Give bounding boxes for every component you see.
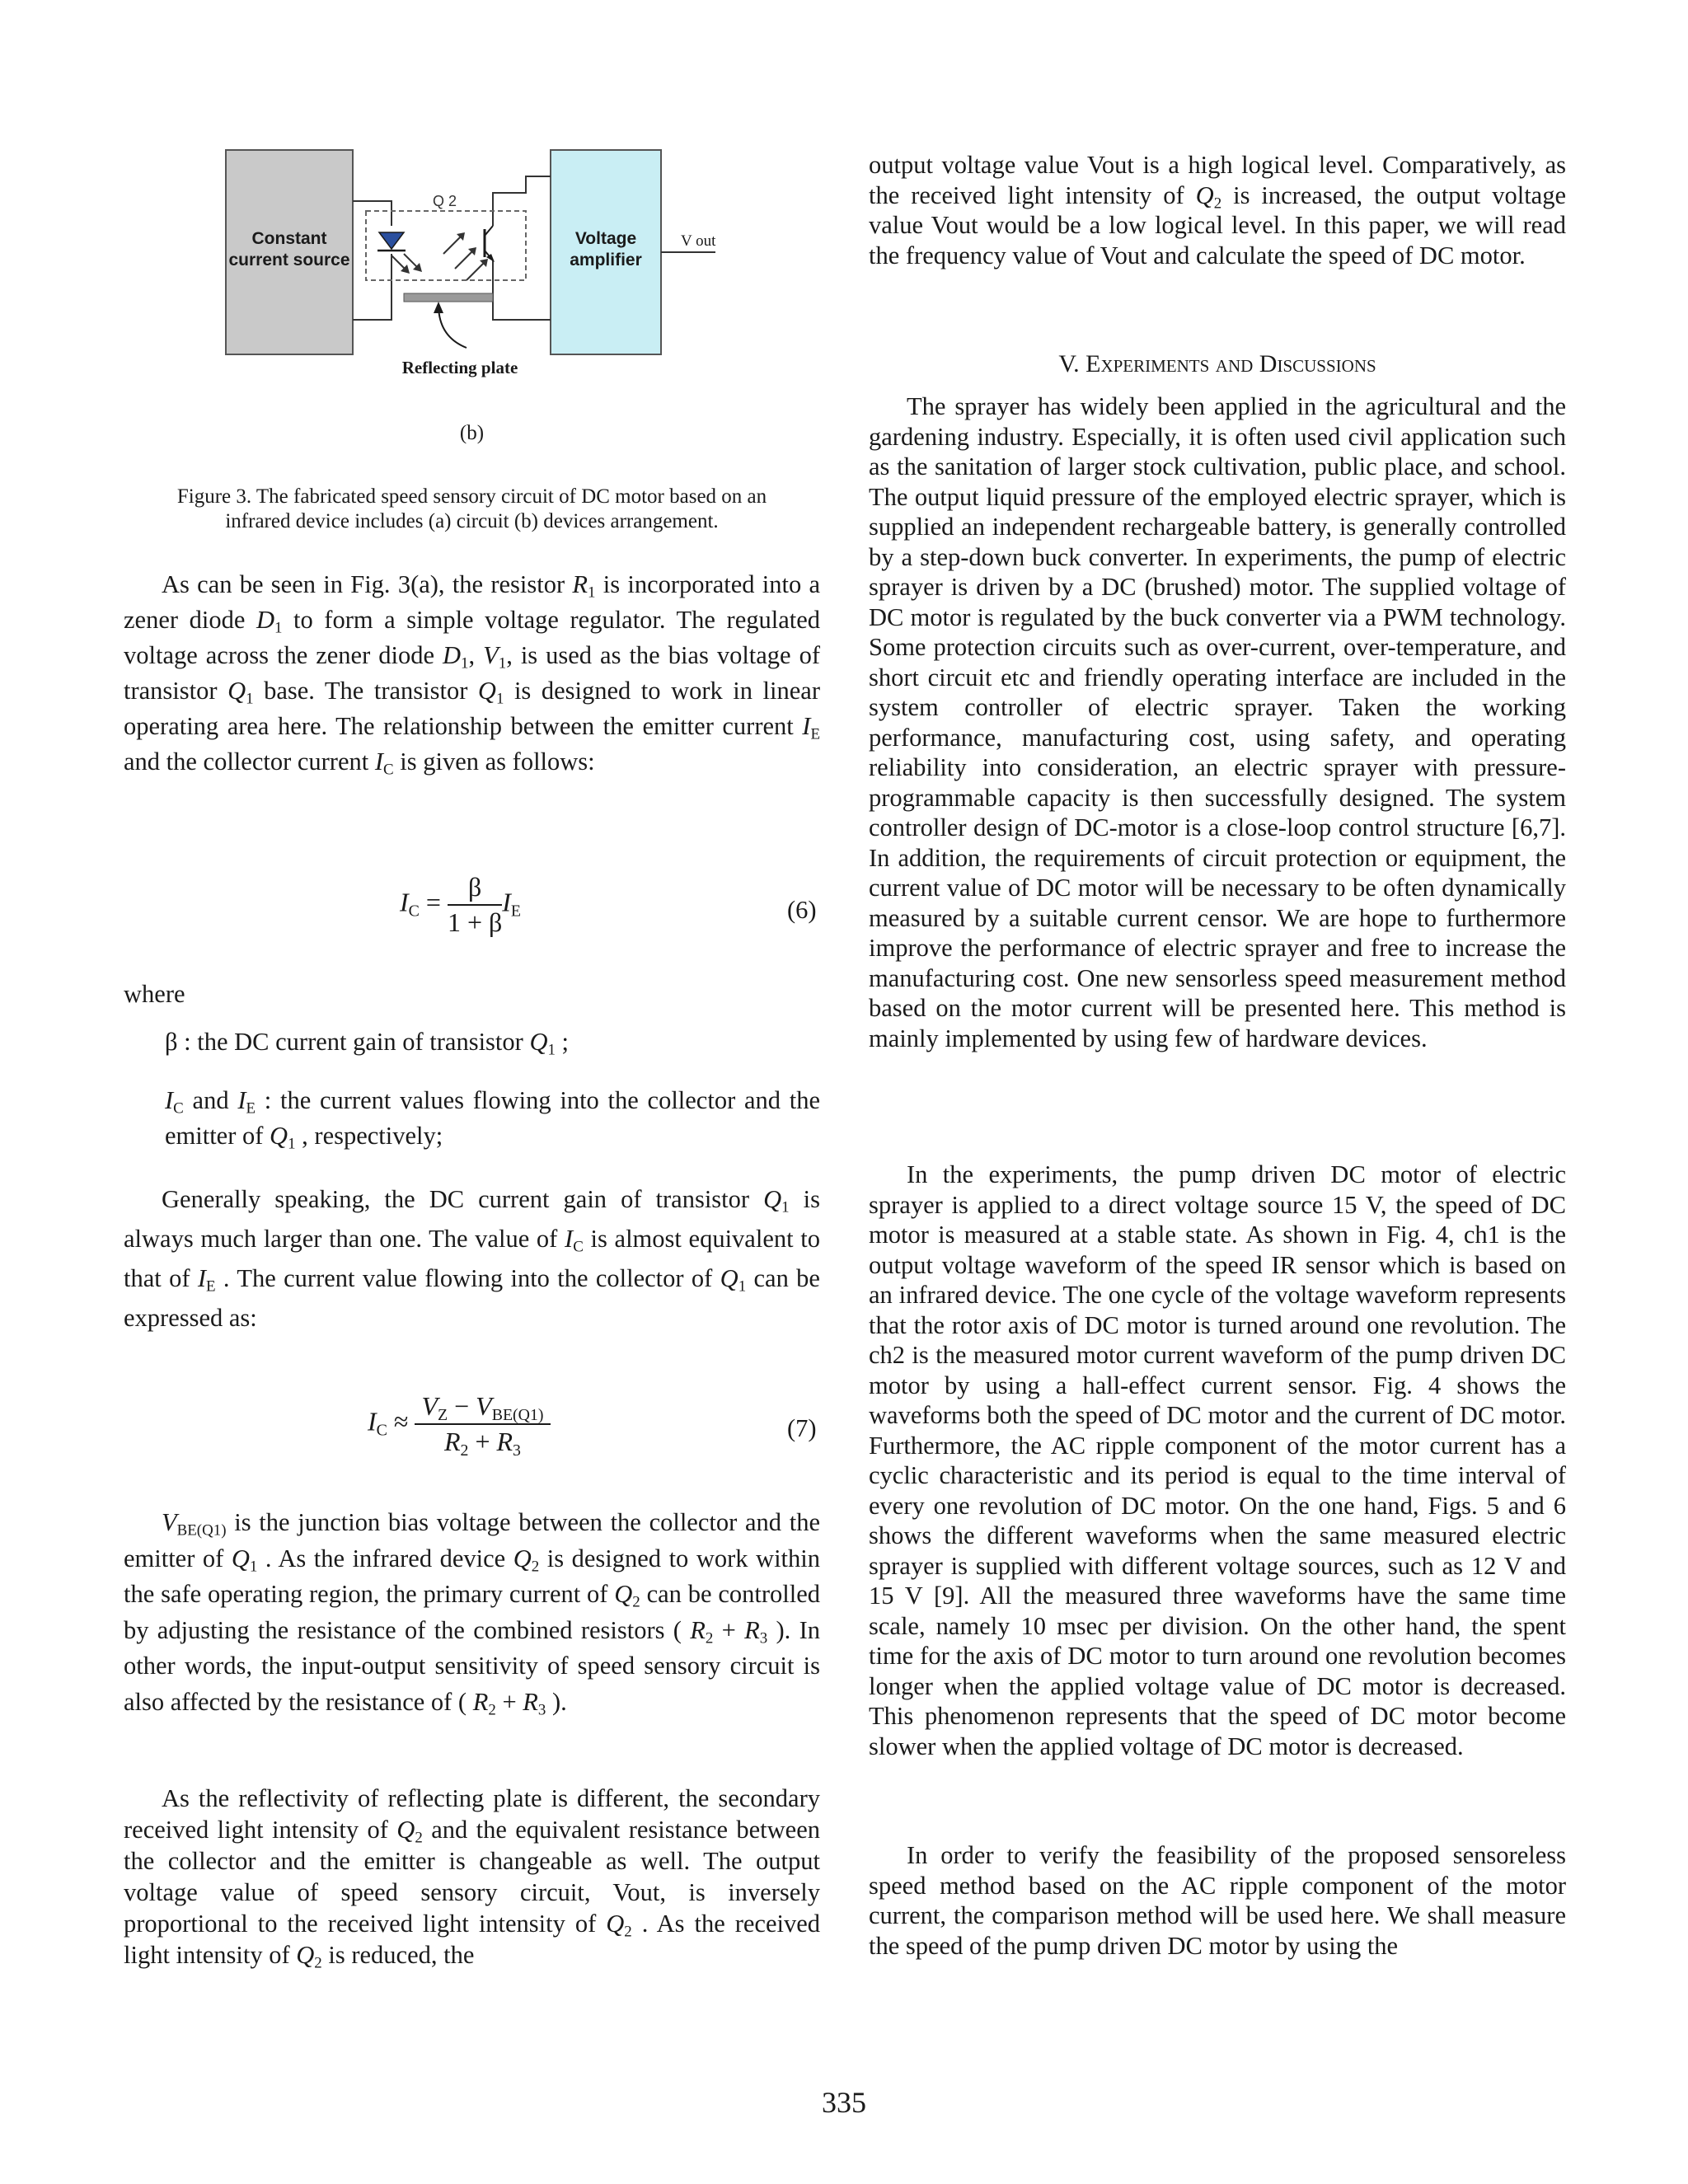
vout-label: V out bbox=[681, 232, 716, 250]
reflecting-plate bbox=[404, 293, 493, 302]
q2-label: Q 2 bbox=[433, 193, 457, 209]
box-left-line1: Constant bbox=[251, 229, 327, 248]
figure-caption bbox=[124, 485, 820, 534]
right-paragraph-0: output voltage value Vout is a high logical level. Comparatively, as the received light intensity of $Q_2$ is increased, the output voltage value Vout would be a low logical level. In this paper, we will read the frequency value of Vout and calculate the speed of DC motor. bbox=[869, 151, 1566, 269]
reflecting-plate-label: Reflecting plate bbox=[401, 358, 518, 377]
left-paragraph-1 bbox=[124, 567, 820, 780]
page-number: 335 bbox=[822, 2086, 866, 2119]
section-heading: V. Experiments and Discussions bbox=[1058, 350, 1376, 377]
box-left-line2: current source bbox=[228, 251, 350, 269]
definition-currents: $I_C$ and $I_E$ : the current values flowing into the collector and the emitter of $Q_1$ , respectively; bbox=[165, 1086, 820, 1153]
caption-line-2: infrared device includes (a) circuit (b) devices arrangement. bbox=[225, 510, 719, 532]
right-paragraph-1: The sprayer has widely been applied in the agricultural and the gardening industry. Especially, it is often used civil application such as the sanitation of larger stock cultivation, public place, and school. The output liquid pressure of the employed electric sprayer, which is supplied an independent rechargeable battery, is generally controlled by a step-down buck converter. In experiments, the pump of electric sprayer is driven by a DC (brushed) motor. The supplied voltage of DC motor is regulated by the buck converter via a PWM technology. Some protection circuits such as over-current, over-temperature, and short circuit etc and friendly operating interface are included in the system controller of electric sprayer. Taken the working performance, manufacturing cost, using safety, and operating reliability into consideration, an electric sprayer with pressure- programmable capacity is then successfully designed. The system controller design of DC-motor is a close-loop control structure [6,7]. In addition, the requirements of circuit protection or equipment, the current value of DC motor will be necessary to be often dynamically measured by a suitable current censor. We are hope to furthermore improve the performance of electric sprayer and free to increase the manufacturing cost. One new sensorless speed measurement method based on the motor current will be presented here. This method is mainly implemented by using few of hardware devices. bbox=[869, 392, 1566, 1052]
led-icon bbox=[379, 232, 404, 249]
right-paragraph-3: In order to verify the feasibility of the proposed sensoreless speed method based on the AC ripple component of the motor current, the comparison method will be used here. We shall measure the speed of the pump driven DC motor by using the bbox=[869, 1841, 1566, 1960]
right-paragraph-2: In the experiments, the pump driven DC motor of electric sprayer is applied to a direct voltage source 15 V, the speed of DC motor is measured at a stable state. As shown in Fig. 4, ch1 is the output voltage waveform of the speed IR sensor which is based on an infrared device. The one cycle of the voltage waveform represents that the rotor axis of DC motor is turned around one revolution. The ch2 is the measured motor current waveform of the pump driven DC motor by using a hall-effect current sensor. Fig. 4 shows the waveforms both the speed of DC motor and the current of DC motor. Furthermore, the AC ripple component of the motor current has a cyclic characteristic and its period is equal to the time interval of every one revolution of DC motor. On the one hand, Figs. 5 and 6 shows the different waveforms when the same measured electric sprayer is supplied with different voltage sources, such as 12 V and 15 V [9]. All the measured three waveforms have the same time scale, namely 10 msec per division. On the other hand, the spent time for the axis of DC motor to turn around one revolution becomes longer when the applied voltage value of DC motor is decreased. This phenomenon represents that the speed of DC motor become slower when the applied voltage of DC motor is decreased. bbox=[869, 1160, 1566, 1760]
equation-7: $I_C$ ≈ $\frac{V_Z - V_{BE(Q1)}}{R_2 + R_3}$ bbox=[368, 1391, 551, 1457]
equation-6: $I_C$ = $\frac{\beta}{1 + \beta}$ $I_E$ bbox=[400, 872, 522, 937]
definition-beta: β : the DC current gain of transistor $Q_1$ ; bbox=[165, 1028, 570, 1059]
paragraph: As can be seen in Fig. 3(a), the resistor $R_1$ is incorporated into a zener diode $D_1$ to form a simple voltage regulator. The regulated voltage across the zener diode $D_1$, $V_1$, is used as the bias voltage of transistor $Q_1$ base. The transistor $Q_1$ is designed to work in linear operating area here. The relationship between the emitter current $I_E$ and the collector current $I_C$ is given as follows: bbox=[124, 570, 821, 779]
figure-3b-diagram bbox=[223, 147, 725, 390]
left-paragraph-2: Generally speaking, the DC current gain of transistor $Q_1$ is always much larger than one. The value of $I_C$ is almost equivalent to that of $I_E$ . The current value flowing into the collector of $Q_1$ can be expressed as: bbox=[124, 1185, 821, 1332]
box-right-line1: Voltage bbox=[574, 229, 637, 248]
left-paragraph-4: As the reflectivity of reflecting plate is different, the secondary received light intensity of $Q_2$ and the equivalent resistance between the collector and the emitter is changeable as well. The output voltage value of speed sensory circuit, Vout, is inversely proportional to the received light intensity of $Q_2$ . As the received light intensity of $Q_2$ is reduced, the bbox=[124, 1784, 820, 1972]
where-label: where bbox=[124, 980, 185, 1008]
circuit-diagram bbox=[223, 147, 725, 390]
figure-sublabel: (b) bbox=[459, 422, 485, 444]
caption-line-1: Figure 3. The fabricated speed sensory circuit of DC motor based on an bbox=[176, 485, 767, 508]
equation-7-number: (7) bbox=[787, 1414, 817, 1442]
left-paragraph-3: $V_{BE(Q1)}$ is the junction bias voltage between the collector and the emitter of $Q_1$ . As the infrared device $Q_2$ is designed to work within the safe operating region, the primary current of $Q_2$ can be controlled by adjusting the resistance of the combined resistors ( $R_2 + R_3$ ). In other words, the input-output sensitivity of speed sensory circuit is also affected by the resistance of ( $R_2 + R_3$ ). bbox=[124, 1508, 820, 1719]
equation-6-number: (6) bbox=[787, 896, 817, 924]
box-right-line2: amplifier bbox=[570, 251, 642, 269]
